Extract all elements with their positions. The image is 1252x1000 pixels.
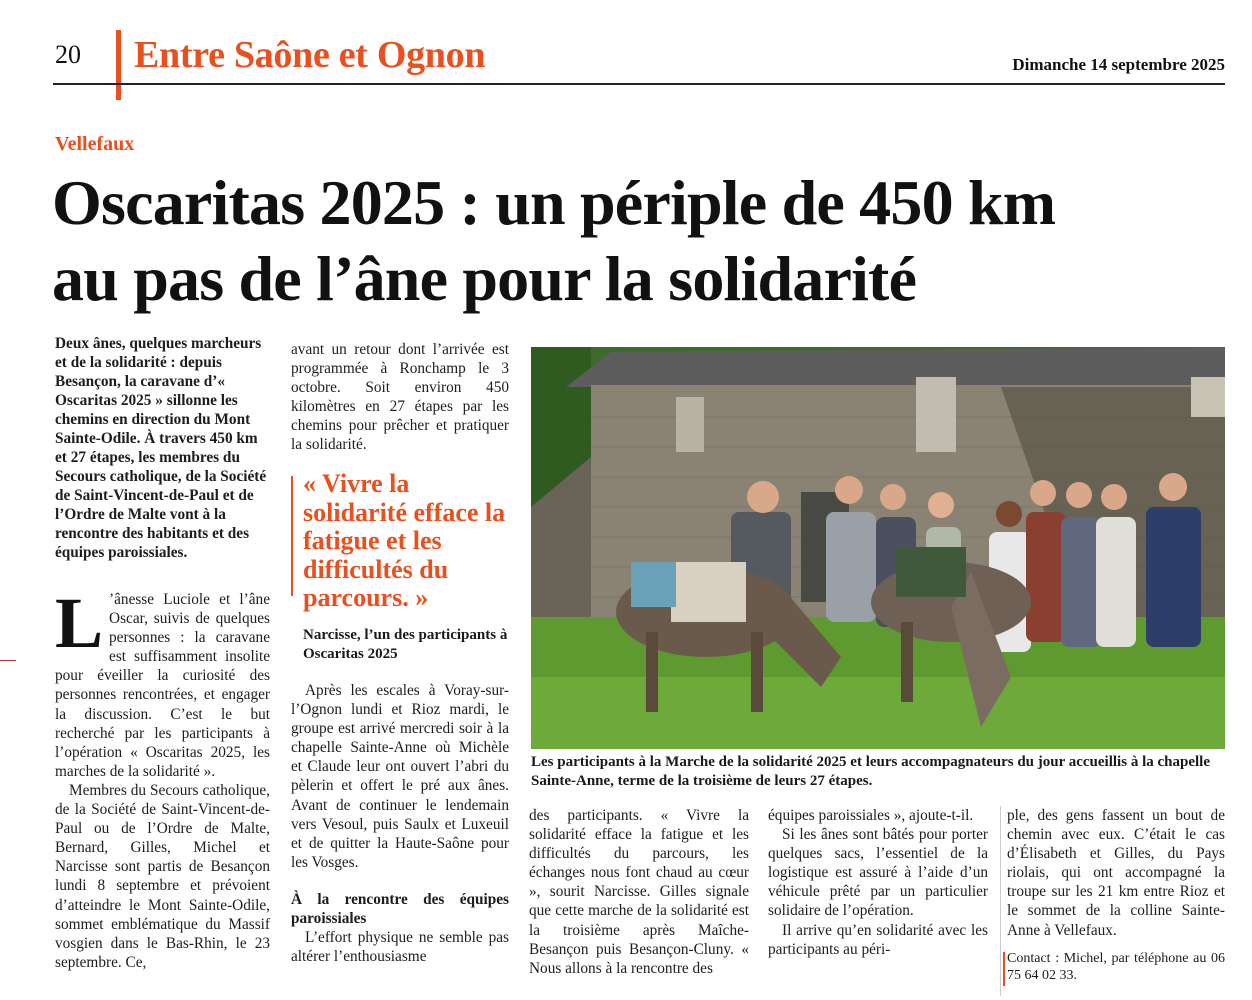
quote-accent-rule <box>291 476 293 596</box>
body-paragraph: ple, des gens fassent un bout de chemin avec eux. C’était le cas d’Élisabeth et Gilles, du Pays riolais, qui ont accompagné la troupe sur les 21 km entre Rioz et le sommet de la colline Sainte-Anne à Vellefaux. <box>1007 807 1225 939</box>
section-title: Entre Saône et Ognon <box>134 34 486 76</box>
article-photo <box>531 347 1225 749</box>
header-divider <box>53 83 1225 85</box>
headline-line-1: Oscaritas 2025 : un périple de 450 km <box>52 167 1056 238</box>
margin-mark <box>0 660 16 661</box>
headline-line-2: au pas de l’âne pour la solidarité <box>52 243 917 314</box>
body-paragraph: avant un retour dont l’arrivée est programmée à Ronchamp le 3 octobre. Soit environ 450 kilomètres en 27 étapes par les chemins pour prêcher et pratiquer la solidarité. <box>291 341 509 454</box>
photo-illustration <box>531 347 1225 749</box>
body-paragraph: L’effort physique ne semble pas altérer l’enthousiasme <box>291 929 509 966</box>
body-column-4 <box>768 806 988 959</box>
contact-accent-rule <box>1003 952 1005 986</box>
body-paragraph: des participants. « Vivre la solidarité efface la fatigue et les difficultés du parcours, les échanges nous font chaud au cœur », sourit Narcisse. Gilles signale que cette marche de la solidarité est la troisième après Maîche-Besançon puis Besançon-Cluny. « Nous allons à la rencontre des <box>529 807 749 977</box>
body-paragraph: équipes paroissiales », ajoute-t-il. <box>768 807 974 824</box>
section-subhead: À la rencontre des équipes paroissiales <box>291 890 509 928</box>
body-column-3 <box>529 806 749 978</box>
article-kicker: Vellefaux <box>55 133 135 155</box>
body-paragraph: Il arrive qu’en solidarité avec les participants au péri- <box>768 921 988 958</box>
contact-info: Contact : Michel, par téléphone au 06 75 64 02 33. <box>1007 950 1225 984</box>
article-headline <box>52 165 1242 317</box>
header-accent-bar <box>116 30 121 100</box>
body-column-2-top <box>291 340 509 455</box>
page-number: 20 <box>55 40 81 69</box>
quote-text: « Vivre la solidarité efface la fatigue et les difficultés du parcours. » <box>303 469 506 612</box>
body-paragraph: Après les escales à Voray-sur-l’Ognon lundi et Rioz mardi, le groupe est arrivé mercredi soir à la chapelle Sainte-Anne où Michèle et Claude leur ont ouvert l’abri du pèlerin et offert le pré aux ânes. Avant de continuer le lendemain vers Vesoul, puis Saulx et Luxeuil et de quitter la Haute-Saône pour les Vosges. <box>291 682 509 871</box>
body-column-1 <box>55 583 270 972</box>
issue-date: Dimanche 14 septembre 2025 <box>1012 55 1225 74</box>
body-paragraph: Membres du Secours catholique, de la Société de Saint-Vincent-de-Paul ou de l’Ordre de Malte, Bernard, Gilles, Michel et Narcisse sont partis de Besançon lundi 8 septembre et prévoient d’atteindre le Mont Sainte-Odile, sommet emblématique du Massif vosgien dans le Bas-Rhin, le 23 septembre. Ce, <box>55 781 270 971</box>
body-column-5 <box>1007 806 1225 984</box>
drop-cap: L <box>55 583 104 663</box>
body-column-2-bottom <box>291 681 509 966</box>
article-lede: Deux ânes, quelques marcheurs et de la solidarité : depuis Besançon, la caravane d’« Oscaritas 2025 » sillonne les chemins en direction du Mont Sainte-Odile. À travers 450 km et 27 étapes, les membres du Secours catholique, de la Société de Saint-Vincent-de-Paul et de l’Ordre de Malte vont à la rencontre des habitants et des équipes paroissiales. <box>55 335 267 561</box>
column-divider <box>1000 806 1001 996</box>
body-paragraph: L ’ânesse Luciole et l’âne Oscar, suivis de quelques personnes : la caravane est suffisamment insolite pour éveiller la curiosité des personnes rencontrées, et engager la discussion. C’est le but recherché par les participants à l’opération « Oscaritas 2025, les marches de la solidarité ». <box>55 583 270 780</box>
quote-attribution: Narcisse, l’un des participants à Oscaritas 2025 <box>303 627 508 662</box>
photo-caption: Les participants à la Marche de la solidarité 2025 et leurs accompagnateurs du jour accueillis à la chapelle Sainte-Anne, terme de la troisième de leurs 27 étapes. <box>531 754 1210 789</box>
body-paragraph: Si les ânes sont bâtés pour porter quelques sacs, l’essentiel de la logistique est assuré à l’aide d’un véhicule prêté par un particulier solidaire de l’opération. <box>768 826 988 920</box>
